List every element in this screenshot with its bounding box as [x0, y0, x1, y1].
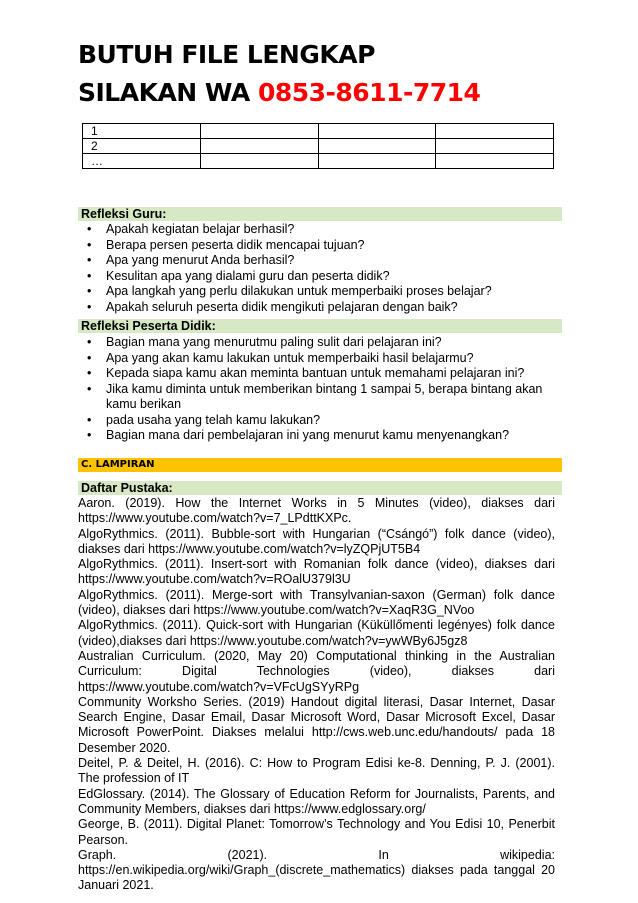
refleksi-peserta-heading: Refleksi Peserta Didik:: [78, 319, 562, 333]
reference-entry: AlgoRythmics. (2011). Quick-sort with Hungarian (Küküllőmenti legényes) folk dance (video),diakses dari https://www.youtube.com/watch?v=ywWBy6J5gz8: [78, 618, 555, 648]
reference-entry: Aaron. (2019). How the Internet Works in 5 Minutes (video), diakses dari https://www.youtube.com/watch?v=7_LPdttKXPc.: [78, 496, 555, 526]
refleksi-guru-list: [78, 222, 568, 315]
list-item: • Apa yang akan kamu lakukan untuk memperbaiki hasil belajarmu?: [78, 351, 568, 367]
promo-phone-number: 0853-8611-7714: [257, 78, 481, 107]
reference-entry: Community Worksho Series. (2019) Handout digital literasi, Dasar Internet, Dasar Search Engine, Dasar Email, Dasar Microsoft Word, Dasar Microsoft Excel, Dasar Microsoft PowerPoint. Diakses melalui http://cws.web.unc.edu/handouts/ pada 18 Desember 2020.: [78, 694, 555, 755]
list-item: • Apa langkah yang perlu dilakukan untuk memperbaiki proses belajar?: [78, 284, 568, 300]
table-cell: 1: [83, 124, 201, 139]
table-cell: [318, 139, 436, 154]
daftar-pustaka-heading: Daftar Pustaka:: [78, 481, 562, 495]
table-row: [83, 154, 554, 169]
table-cell: 2: [83, 139, 201, 154]
promo-contact-line: [78, 78, 480, 107]
table-cell: [436, 124, 554, 139]
reference-entry: AlgoRythmics. (2011). Merge-sort with Transylvanian-saxon (German) folk dance (video), diakses dari https://www.youtube.com/watch?v=XaqR3G_NVoo: [78, 587, 555, 618]
table-row: [83, 139, 554, 154]
list-item: • pada usaha yang telah kamu lakukan?: [78, 413, 568, 429]
list-item: • Bagian mana yang menurutmu paling sulit dari pelajaran ini?: [78, 335, 568, 351]
list-item: • Kepada siapa kamu akan meminta bantuan untuk memahami pelajaran ini?: [78, 366, 568, 382]
reference-entry: AlgoRythmics. (2011). Bubble-sort with Hungarian (“Csángó”) folk dance (video), diakses dari https://www.youtube.com/watch?v=lyZQPjUT5B4: [78, 526, 555, 556]
list-item: • Apakah seluruh peserta didik mengikuti pelajaran dengan baik?: [78, 300, 568, 316]
table-cell: [200, 139, 318, 154]
reference-entry: George, B. (2011). Digital Planet: Tomorrow’s Technology and You Edisi 10, Penerbit Pearson.: [78, 817, 555, 847]
reference-entry: EdGlossary. (2014). The Glossary of Education Reform for Journalists, Parents, and Community Members, diakses dari https://www.edglossary.org/: [78, 786, 555, 816]
list-item: • Berapa persen peserta didik mencapai tujuan?: [78, 238, 568, 254]
refleksi-guru-heading: Refleksi Guru:: [78, 207, 562, 221]
reference-entry: Australian Curriculum. (2020, May 20) Computational thinking in the Australian Curriculum: Digital Technologies (video), diakses dari https://www.youtube.com/watch?v=VFcUgSYyRPg: [78, 648, 555, 694]
table-row: [83, 124, 554, 139]
table-cell: [200, 154, 318, 169]
table-cell: [436, 139, 554, 154]
lampiran-heading: C. LAMPIRAN: [78, 458, 562, 472]
table-cell: …: [83, 154, 201, 169]
refleksi-peserta-list: [78, 335, 568, 444]
promo-heading: BUTUH FILE LENGKAP: [78, 40, 375, 69]
reference-entry: AlgoRythmics. (2011). Insert-sort with Romanian folk dance (video), diakses dari https://www.youtube.com/watch?v=ROalU379l3U: [78, 557, 555, 587]
assessment-table: [82, 123, 554, 169]
list-item: • Bagian mana dari pembelajaran ini yang menurut kamu menyenangkan?: [78, 428, 568, 444]
reference-list: [78, 496, 555, 894]
list-item: • Jika kamu diminta untuk memberikan bintang 1 sampai 5, berapa bintang akan kamu berikan: [78, 382, 568, 413]
table-cell: [200, 124, 318, 139]
list-item: • Kesulitan apa yang dialami guru dan peserta didik?: [78, 269, 568, 285]
promo-contact-prefix: SILAKAN WA: [78, 78, 258, 107]
list-item: • Apa yang menurut Anda berhasil?: [78, 253, 568, 269]
list-item: • Apakah kegiatan belajar berhasil?: [78, 222, 568, 238]
table-cell: [318, 154, 436, 169]
table-cell: [318, 124, 436, 139]
table-cell: [436, 154, 554, 169]
reference-entry: Graph. (2021). In wikipedia: https://en.wikipedia.org/wiki/Graph_(discrete_mathematics) diakses pada tanggal 20 Januari 2021.: [78, 847, 555, 893]
reference-entry: Deitel, P. & Deitel, H. (2016). C: How to Program Edisi ke-8. Denning, P. J. (2001). The profession of IT: [78, 756, 555, 786]
